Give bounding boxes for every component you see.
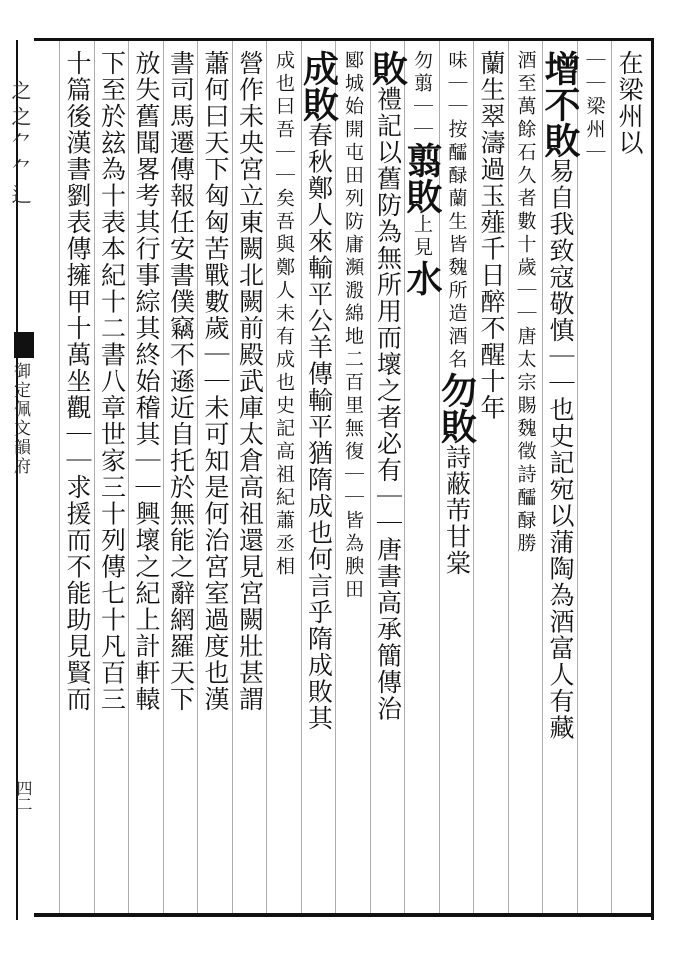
body-text: 放失舊聞畧考其行事綜其終始稽其｜｜興壞之紀上計軒轅 <box>132 50 161 713</box>
body-text: 蕭何曰天下匈匈苦戰數歲｜｜未可知是何治宮室過度也漢 <box>201 50 230 713</box>
text-column <box>578 50 612 910</box>
column-rule <box>59 41 60 913</box>
headword: 敗 <box>366 50 409 86</box>
headword: 水 <box>401 260 443 296</box>
text-column <box>233 50 267 910</box>
body-text: 營作未央宮立東闕北闕前殿武庫太倉高祖還見宮闕壯甚謂 <box>235 50 265 713</box>
text-column <box>539 50 581 910</box>
headword: 增不敗 <box>539 50 581 158</box>
headword: 成敗 <box>297 50 340 122</box>
text-column <box>366 50 409 910</box>
body-text: 下至於玆為十表本紀十二書八章世家三十列傳七十凡百三 <box>97 50 127 713</box>
annotation-text: 味｜｜按醽醁蘭生皆魏所造酒名 <box>445 50 468 372</box>
body-text: 春秋鄭人來輸平公羊傳輸平猶隋成也何言乎隋成敗其 <box>304 122 334 732</box>
text-column <box>509 50 543 910</box>
text-column <box>401 50 443 910</box>
annotation-text: 酒至萬餘石久者數十歲｜｜唐太宗賜魏徵詩醽醁勝 <box>514 50 537 556</box>
body-text: 書司馬遷傳報任安書僕竊不遜近自托於無能之辭網羅天下 <box>166 50 196 713</box>
text-column <box>198 50 232 910</box>
body-text: 易自我致寇敬慎｜｜也史記宛以蒲陶為酒富人有藏 <box>546 158 575 741</box>
text-column <box>95 50 129 910</box>
body-text: 在梁州以 <box>615 50 644 156</box>
binding-edge <box>0 40 34 920</box>
bottom-border <box>34 913 654 917</box>
body-text: 詩蔽芾甘棠 <box>442 444 472 577</box>
fish-tail-mark <box>14 332 34 358</box>
text-column <box>267 50 301 910</box>
headword: 翦敗 <box>401 142 443 214</box>
text-column <box>612 50 646 910</box>
text-column <box>164 50 198 910</box>
body-text: 蘭生翠濤過玉薤千日醉不醒十年 <box>477 50 506 421</box>
right-border <box>651 40 654 920</box>
text-column <box>474 50 508 910</box>
top-border <box>34 38 654 41</box>
text-column <box>60 50 94 910</box>
annotation-text: 郾城始開屯田列防庸瀕溵綿地二百里無復｜｜皆為腴田 <box>342 50 364 602</box>
annotation-text: 勿翦｜｜ <box>411 50 433 142</box>
headword: 勿敗 <box>435 372 478 444</box>
page-number: 四二 <box>14 780 33 812</box>
book-title: 御定佩文韻府 <box>10 362 30 476</box>
text-column <box>297 50 340 910</box>
annotation-text: 成也曰吾｜｜矣吾與鄭人未有成也史記高祖紀蕭丞相 <box>273 50 295 579</box>
text-column <box>129 50 163 910</box>
text-column <box>336 50 370 910</box>
annotation-text: ｜｜梁州｜ <box>583 50 606 165</box>
edge-text: 之之⺈⺈⻍ <box>8 80 32 210</box>
body-text: 禮記以舊防為無所用而壞之者必有｜｜唐書高承簡傳治 <box>373 86 403 722</box>
annotation-text: 上見 <box>411 214 433 260</box>
text-column <box>435 50 478 910</box>
body-text: 十篇後漢書劉表傳擁甲十萬坐觀｜｜求援而不能助見賢而 <box>63 50 92 713</box>
